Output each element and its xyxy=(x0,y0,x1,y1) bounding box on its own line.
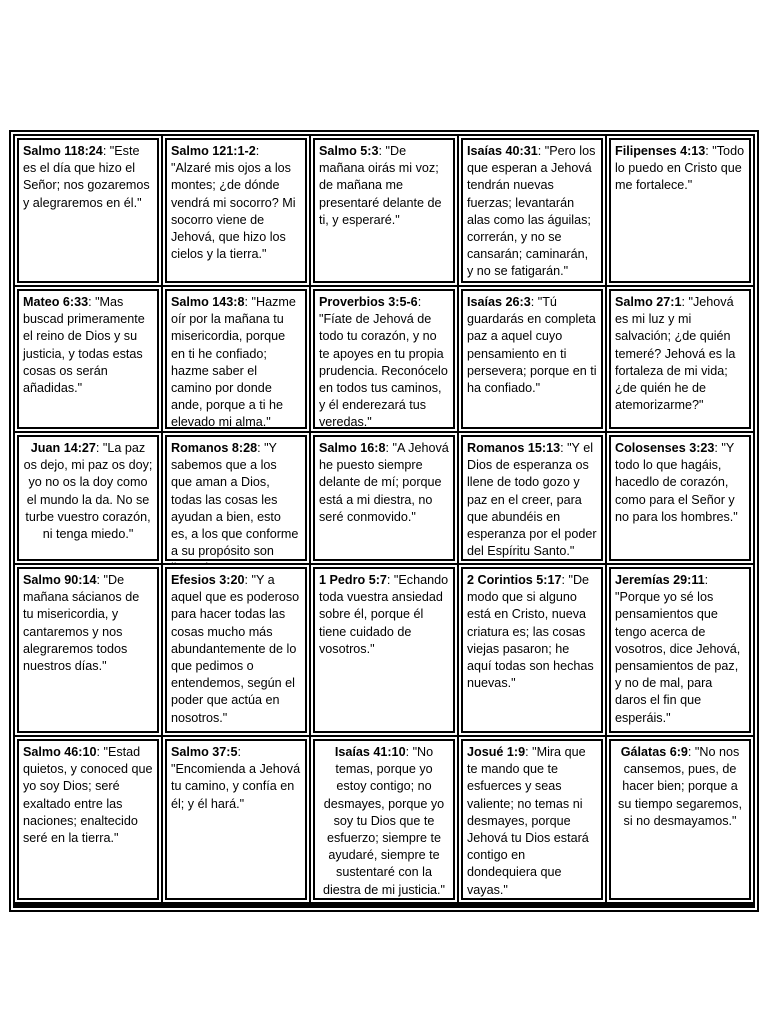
verse-reference: Mateo 6:33 xyxy=(23,295,89,309)
verse-text: : "Este es el día que hizo el Señor; nos gozaremos y alegraremos en él." xyxy=(23,144,150,210)
verse-text: : "De mañana oirás mi voz; de mañana me presentaré delante de ti, y esperaré." xyxy=(319,144,442,227)
verse-card xyxy=(313,739,455,900)
verse-reference: Salmo 143:8 xyxy=(171,295,245,309)
verse-cell xyxy=(15,737,161,902)
verse-reference: Salmo 46:10 xyxy=(23,745,97,759)
verse-text: : "A Jehová he puesto siempre delante de mí; porque está a mi diestra, no seré conmovido." xyxy=(319,441,449,524)
verse-reference: Jeremías 29:11 xyxy=(615,573,705,587)
verse-reference: Gálatas 6:9 xyxy=(620,745,688,759)
verse-card xyxy=(165,289,307,429)
verse-cell xyxy=(607,136,753,285)
verse-card xyxy=(165,739,307,900)
verse-card xyxy=(461,739,603,900)
verse-cell xyxy=(163,565,309,735)
verse-card xyxy=(165,567,307,733)
verse-text: : "Tú guardarás en completa paz a aquel cuyo pensamiento en ti persevera; porque en ti ha confiado." xyxy=(467,295,597,396)
verse-cell xyxy=(459,433,605,563)
verse-reference: Salmo 5:3 xyxy=(319,144,379,158)
verse-card xyxy=(165,138,307,283)
verse-card xyxy=(461,567,603,733)
verse-cell xyxy=(15,287,161,431)
verse-reference: Juan 14:27 xyxy=(30,441,96,455)
verse-cell xyxy=(15,565,161,735)
verse-text: : "Fíate de Jehová de todo tu corazón, y no te apoyes en tu propia prudencia. Reconócelo en todos tus caminos, y él enderezará tus veredas." xyxy=(319,295,448,430)
verse-cell xyxy=(607,433,753,563)
verse-reference: Salmo 90:14 xyxy=(23,573,97,587)
verse-card xyxy=(17,567,159,733)
verse-card xyxy=(313,289,455,429)
verse-text: : "Jehová es mi luz y mi salvación; ¿de quién temeré? Jehová es la fortaleza de mi vida; ¿de quién he de atemorizarme?" xyxy=(615,295,736,413)
verse-reference: Salmo 27:1 xyxy=(615,295,682,309)
verse-cell xyxy=(163,433,309,563)
verse-reference: Isaías 40:31 xyxy=(467,144,538,158)
verse-cell xyxy=(459,737,605,902)
verse-reference: Salmo 118:24 xyxy=(23,144,103,158)
verse-text: : "Estad quietos, y conoced que yo soy Dios; seré exaltado entre las naciones; enaltecido seré en la tierra." xyxy=(23,745,153,846)
verse-card xyxy=(313,435,455,561)
verse-text: : "Hazme oír por la mañana tu misericordia, porque en ti he confiado; hazme saber el camino por donde ande, porque a ti he elevado mi alma." xyxy=(171,295,296,430)
verse-text: : "Y el Dios de esperanza os llene de todo gozo y paz en el creer, para que abundéis en esperanza por el poder del Espíritu Santo." xyxy=(467,441,597,559)
verse-card xyxy=(17,138,159,283)
sheet-inner-frame xyxy=(11,132,757,910)
verse-text: : "Pero los que esperan a Jehová tendrán nuevas fuerzas; levantarán alas como las águilas; correrán, y no se cansarán; caminarán, y no se fatigarán." xyxy=(467,144,596,279)
verse-cell xyxy=(163,287,309,431)
verse-cell xyxy=(163,737,309,902)
verse-cell xyxy=(311,433,457,563)
verse-card xyxy=(609,567,751,733)
verse-cell xyxy=(163,136,309,285)
verse-cell xyxy=(607,565,753,735)
verse-card xyxy=(313,567,455,733)
verse-card xyxy=(461,289,603,429)
verse-cell xyxy=(311,565,457,735)
verse-cell xyxy=(15,136,161,285)
verse-cell xyxy=(311,737,457,902)
verse-cell xyxy=(607,737,753,902)
verse-card xyxy=(609,138,751,283)
verse-card xyxy=(17,739,159,900)
verse-reference: Isaías 26:3 xyxy=(467,295,531,309)
verse-reference: Filipenses 4:13 xyxy=(615,144,706,158)
verse-cell xyxy=(607,287,753,431)
verse-cell xyxy=(15,433,161,563)
verse-text: : "No temas, porque yo estoy contigo; no desmayes, porque yo soy tu Dios que te esfuerzo; siempre te ayudaré, siempre te sustentaré con la diestra de mi justicia." xyxy=(322,745,446,897)
verse-card xyxy=(165,435,307,561)
verse-reference: Efesios 3:20 xyxy=(171,573,245,587)
verse-reference: Josué 1:9 xyxy=(467,745,526,759)
verse-card xyxy=(17,289,159,429)
verse-text: : "Alzaré mis ojos a los montes; ¿de dónde vendrá mi socorro? Mi socorro viene de Jehová, que hizo los cielos y la tierra." xyxy=(171,144,296,262)
verse-cell xyxy=(311,287,457,431)
verse-text: : "Y sabemos que a los que aman a Dios, todas las cosas les ayudan a bien, esto es, a los que conforme a su propósito son xyxy=(171,441,299,559)
verse-card xyxy=(609,739,751,900)
verse-card xyxy=(313,138,455,283)
verse-reference: Salmo 16:8 xyxy=(319,441,386,455)
verse-reference: Romanos 8:28 xyxy=(171,441,258,455)
verse-text: : "No nos cansemos, pues, de hacer bien; porque a su tiempo segaremos, si no desmayamos." xyxy=(618,745,742,828)
verse-text: : "Y a aquel que es poderoso para hacer todas las cosas mucho más abundantemente de lo que pedimos o entendemos, según el poder que actúa en nosotros." xyxy=(171,573,300,725)
verse-sheet xyxy=(9,130,759,912)
verse-cell xyxy=(459,136,605,285)
verse-text: : "La paz os dejo, mi paz os doy; yo no os la doy como el mundo la da. No se turbe vuestro corazón, ni tenga miedo." xyxy=(23,441,153,542)
verse-text: : "De mañana sácianos de tu misericordia, y cantaremos y nos alegraremos todos nuestros días." xyxy=(23,573,140,674)
verse-reference: Isaías 41:10 xyxy=(334,745,406,759)
verse-card xyxy=(609,289,751,429)
verse-text: : "Todo lo puedo en Cristo que me fortalece." xyxy=(615,144,745,193)
verse-text: : "Y todo lo que hagáis, hacedlo de corazón, como para el Señor y no para los hombres." xyxy=(615,441,738,524)
verse-reference: 2 Corintios 5:17 xyxy=(467,573,562,587)
verse-text: : "Mas buscad primeramente el reino de Dios y su justicia, y todas estas cosas os serán añadidas." xyxy=(23,295,145,396)
verse-card xyxy=(609,435,751,561)
verse-text: : "Mira que te mando que te esfuerces y seas valiente; no temas ni desmayes, porque Jehová tu Dios estará contigo en dondequiera que vayas." xyxy=(467,745,589,897)
verse-reference: Salmo 37:5 xyxy=(171,745,238,759)
verse-card xyxy=(17,435,159,561)
verse-cell xyxy=(311,136,457,285)
verse-card xyxy=(461,138,603,283)
verse-reference: 1 Pedro 5:7 xyxy=(319,573,387,587)
verse-text: : "Porque yo sé los pensamientos que tengo acerca de vosotros, dice Jehová, pensamientos de paz, y no de mal, para daros el fin que esperáis." xyxy=(615,573,741,725)
verse-text: : "De modo que si alguno está en Cristo, nueva criatura es; las cosas viejas pasaron; he aquí todas son hechas nuevas." xyxy=(467,573,594,691)
verse-text: : "Encomienda a Jehová tu camino, y confía en él; y él hará." xyxy=(171,745,301,811)
verse-reference: Salmo 121:1-2 xyxy=(171,144,256,158)
verse-reference: Proverbios 3:5-6 xyxy=(319,295,418,309)
verse-cell xyxy=(459,565,605,735)
verse-reference: Colosenses 3:23 xyxy=(615,441,715,455)
verse-grid xyxy=(13,134,755,908)
verse-reference: Romanos 15:13 xyxy=(467,441,561,455)
verse-text: : "Echando toda vuestra ansiedad sobre él, porque él tiene cuidado de vosotros." xyxy=(319,573,449,656)
verse-cell xyxy=(459,287,605,431)
verse-card xyxy=(461,435,603,561)
